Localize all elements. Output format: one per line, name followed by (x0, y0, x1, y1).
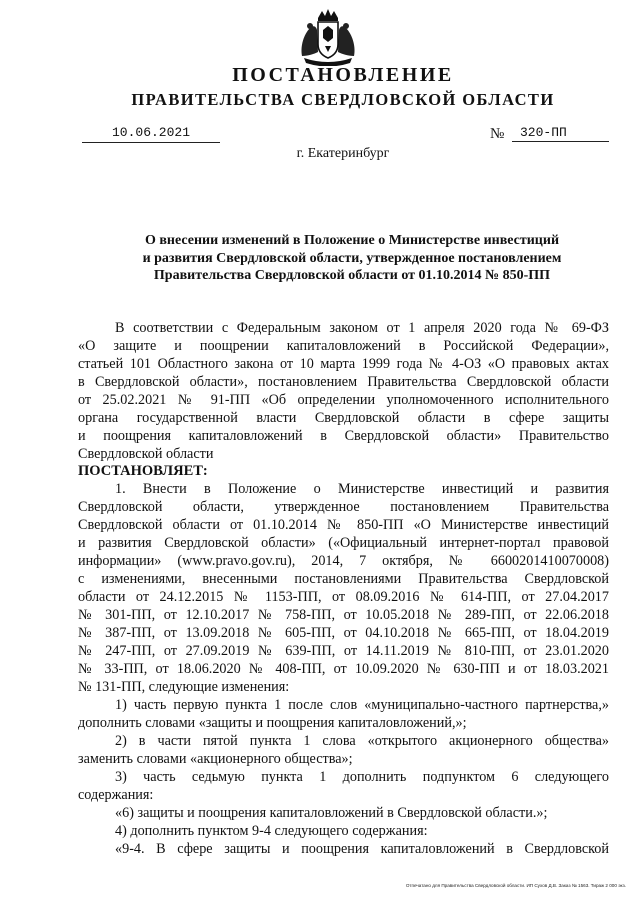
body-line: № 301-ПП, от 12.10.2017 № 758-ПП, от 10.05.2018 № 289-ПП, от 22.06.2018 (78, 607, 609, 623)
body-line: заменить словами «акционерного общества»; (78, 751, 353, 767)
body-line: статьей 101 Областного закона от 10 марта 1999 года № 4-ОЗ «О правовых актах (78, 356, 609, 372)
body-line: № 247-ПП, от 27.09.2019 № 639-ПП, от 14.11.2019 № 810-ПП, от 23.01.2020 (78, 643, 609, 659)
subject-line: О внесении изменений в Положение о Министерстве инвестиций (144, 233, 560, 248)
number-label: № (490, 126, 505, 142)
body-line: и развития Свердловской области» («Официальный интернет-портал правовой (78, 535, 609, 551)
body-line: органа государственной власти Свердловской области в сфере защиты (78, 410, 609, 426)
body-line: «6) защиты и поощрения капиталовложений в Свердловской области.»; (115, 805, 548, 821)
body-line: области от 24.12.2015 № 1153-ПП, от 08.09.2016 № 614-ПП, от 27.04.2017 (78, 589, 609, 605)
body-line: Свердловской области от 01.10.2014 № 850-ПП «О Министерстве инвестиций (78, 517, 609, 533)
document-date: 10.06.2021 (82, 125, 220, 143)
body-line: 3) часть седьмую пункта 1 дополнить подпунктом 6 следующего (115, 769, 609, 785)
body-line: от 25.02.2021 № 91-ПП «Об определении уполномоченного исполнительного (78, 392, 609, 408)
body-line: содержания: (78, 787, 154, 803)
body-line: информации» (www.pravo.gov.ru), 2014, 7 октября, № 6600201410070008) (78, 553, 609, 569)
body-line: в Свердловской области», постановлением Правительства Свердловской области (78, 374, 609, 390)
subject-line: Правительства Свердловской области от 01.10.2014 № 850-ПП (153, 268, 551, 283)
body-line: Свердловской области, утвержденное постановлением Правительства (78, 499, 609, 515)
resolves-heading: ПОСТАНОВЛЯЕТ: (78, 463, 208, 479)
body-line: 1. Внести в Положение о Министерстве инвестиций и развития (115, 481, 609, 497)
issuing-authority-title: ПРАВИТЕЛЬСТВА СВЕРДЛОВСКОЙ ОБЛАСТИ (131, 90, 555, 109)
body-line: 1) часть первую пункта 1 после слов «муниципально-частного партнерства,» (115, 697, 609, 713)
document-subject (82, 232, 622, 285)
body-line: с изменениями, внесенными постановлениями Правительства Свердловской (78, 571, 609, 587)
coat-of-arms-emblem (296, 8, 360, 66)
body-line: № 131-ПП, следующие изменения: (78, 679, 290, 695)
city-name: г. Екатеринбург (296, 146, 390, 161)
body-line: 2) в части пятой пункта 1 слова «открытого акционерного общества» (115, 733, 609, 749)
body-line: «О защите и поощрении капиталовложений в Российской Федерации», (78, 338, 609, 354)
body-line: 4) дополнить пунктом 9-4 следующего содержания: (115, 823, 428, 839)
body-line: дополнить словами «защиты и поощрения капиталовложений,»; (78, 715, 467, 731)
body-line: № 387-ПП, от 13.09.2018 № 605-ПП, от 04.10.2018 № 665-ПП, от 18.04.2019 (78, 625, 609, 641)
document-type-title: ПОСТАНОВЛЕНИЕ (232, 64, 454, 86)
subject-line: и развития Свердловской области, утвержденное постановлением (142, 250, 562, 266)
body-line: № 33-ПП, от 18.06.2020 № 408-ПП, от 10.09.2020 № 630-ПП и от 18.03.2021 (78, 661, 609, 677)
body-line: Свердловской области (78, 446, 214, 462)
printing-imprint: Отпечатано для Правительства Свердловской области. ИП Сухов Д.В. Заказ № 1563. Тираж 2 000 экз. (405, 883, 626, 888)
body-line: «9-4. В сфере защиты и поощрения капиталовложений в Свердловской (115, 841, 609, 857)
body-line: и поощрения капиталовложений в Свердловской области» Правительство (78, 428, 609, 444)
document-number: 320-ПП (512, 125, 609, 142)
body-line: В соответствии с Федеральным законом от 1 апреля 2020 года № 69-ФЗ (115, 320, 609, 336)
